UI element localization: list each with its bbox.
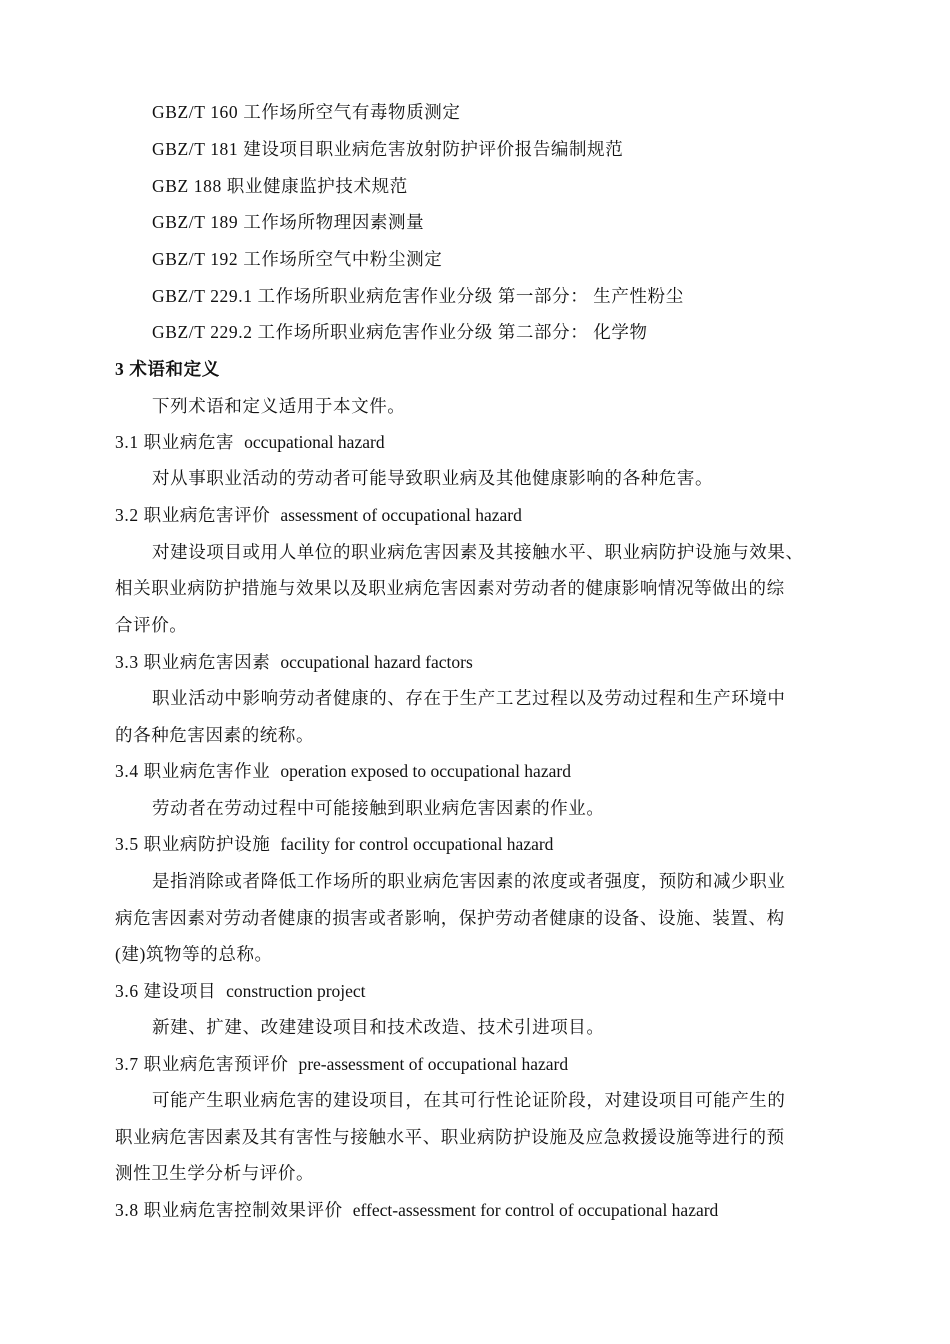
reference-item: GBZ/T 229.2 工作场所职业病危害作业分级 第二部分： 化学物 (152, 322, 648, 342)
term-title-en: effect-assessment for control of occupational hazard (352, 1200, 719, 1220)
term-title-en: pre-assessment of occupational hazard (298, 1054, 569, 1074)
term-heading (115, 759, 571, 783)
term-definition-continued: (建)筑物等的总称。 (115, 944, 273, 964)
term-heading (115, 832, 553, 856)
term-definition: 新建、扩建、改建建设项目和技术改造、技术引进项目。 (152, 1017, 605, 1037)
term-heading (115, 1198, 718, 1222)
term-definition-continued: 合评价。 (115, 615, 188, 635)
term-definition: 劳动者在劳动过程中可能接触到职业病危害因素的作业。 (152, 798, 605, 818)
reference-item: GBZ/T 192 工作场所空气中粉尘测定 (152, 249, 443, 269)
term-title-en: assessment of occupational hazard (280, 505, 522, 525)
reference-item: GBZ/T 229.1 工作场所职业病危害作业分级 第一部分： 生产性粉尘 (152, 286, 684, 306)
term-definition: 对从事职业活动的劳动者可能导致职业病及其他健康影响的各种危害。 (152, 468, 714, 488)
term-definition: 可能产生职业病危害的建设项目，在其可行性论证阶段，对建设项目可能产生的 (152, 1090, 786, 1110)
term-title-zh: 3.8 职业病危害控制效果评价 (115, 1200, 343, 1220)
term-title-zh: 3.3 职业病危害因素 (115, 652, 271, 672)
term-title-en: facility for control occupational hazard (280, 834, 554, 854)
term-definition-continued: 职业病危害因素及其有害性与接触水平、职业病防护设施及应急救援设施等进行的预 (115, 1127, 785, 1147)
term-title-en: operation exposed to occupational hazard (280, 761, 571, 781)
term-heading (115, 503, 522, 527)
term-definition: 职业活动中影响劳动者健康的、存在于生产工艺过程以及劳动过程和生产环境中 (152, 688, 786, 708)
reference-item: GBZ/T 181 建设项目职业病危害放射防护评价报告编制规范 (152, 139, 624, 159)
term-title-zh: 3.6 建设项目 (115, 981, 217, 1001)
section-intro: 下列术语和定义适用于本文件。 (152, 396, 406, 416)
term-title-zh: 3.1 职业病危害 (115, 432, 235, 452)
term-definition-continued: 病危害因素对劳动者健康的损害或者影响，保护劳动者健康的设备、设施、装置、构 (115, 908, 785, 928)
term-definition: 是指消除或者降低工作场所的职业病危害因素的浓度或者强度，预防和减少职业 (152, 871, 786, 891)
reference-item: GBZ 188 职业健康监护技术规范 (152, 176, 408, 196)
reference-item: GBZ/T 189 工作场所物理因素测量 (152, 212, 425, 232)
term-heading (115, 1052, 568, 1076)
term-title-zh: 3.2 职业病危害评价 (115, 505, 271, 525)
term-heading (115, 430, 385, 454)
term-title-en: occupational hazard factors (280, 652, 473, 672)
term-title-en: construction project (226, 981, 366, 1001)
term-heading (115, 650, 473, 674)
term-heading (115, 979, 366, 1003)
term-title-zh: 3.7 职业病危害预评价 (115, 1054, 289, 1074)
term-definition-continued: 的各种危害因素的统称。 (115, 725, 315, 745)
term-definition: 对建设项目或用人单位的职业病危害因素及其接触水平、职业病防护设施与效果、 (152, 542, 804, 562)
term-definition-continued: 测性卫生学分析与评价。 (115, 1163, 315, 1183)
section-heading: 3 术语和定义 (115, 359, 220, 379)
term-title-en: occupational hazard (244, 432, 385, 452)
term-definition-continued: 相关职业病防护措施与效果以及职业病危害因素对劳动者的健康影响情况等做出的综 (115, 578, 785, 598)
term-title-zh: 3.5 职业病防护设施 (115, 834, 271, 854)
term-title-zh: 3.4 职业病危害作业 (115, 761, 271, 781)
reference-item: GBZ/T 160 工作场所空气有毒物质测定 (152, 102, 461, 122)
